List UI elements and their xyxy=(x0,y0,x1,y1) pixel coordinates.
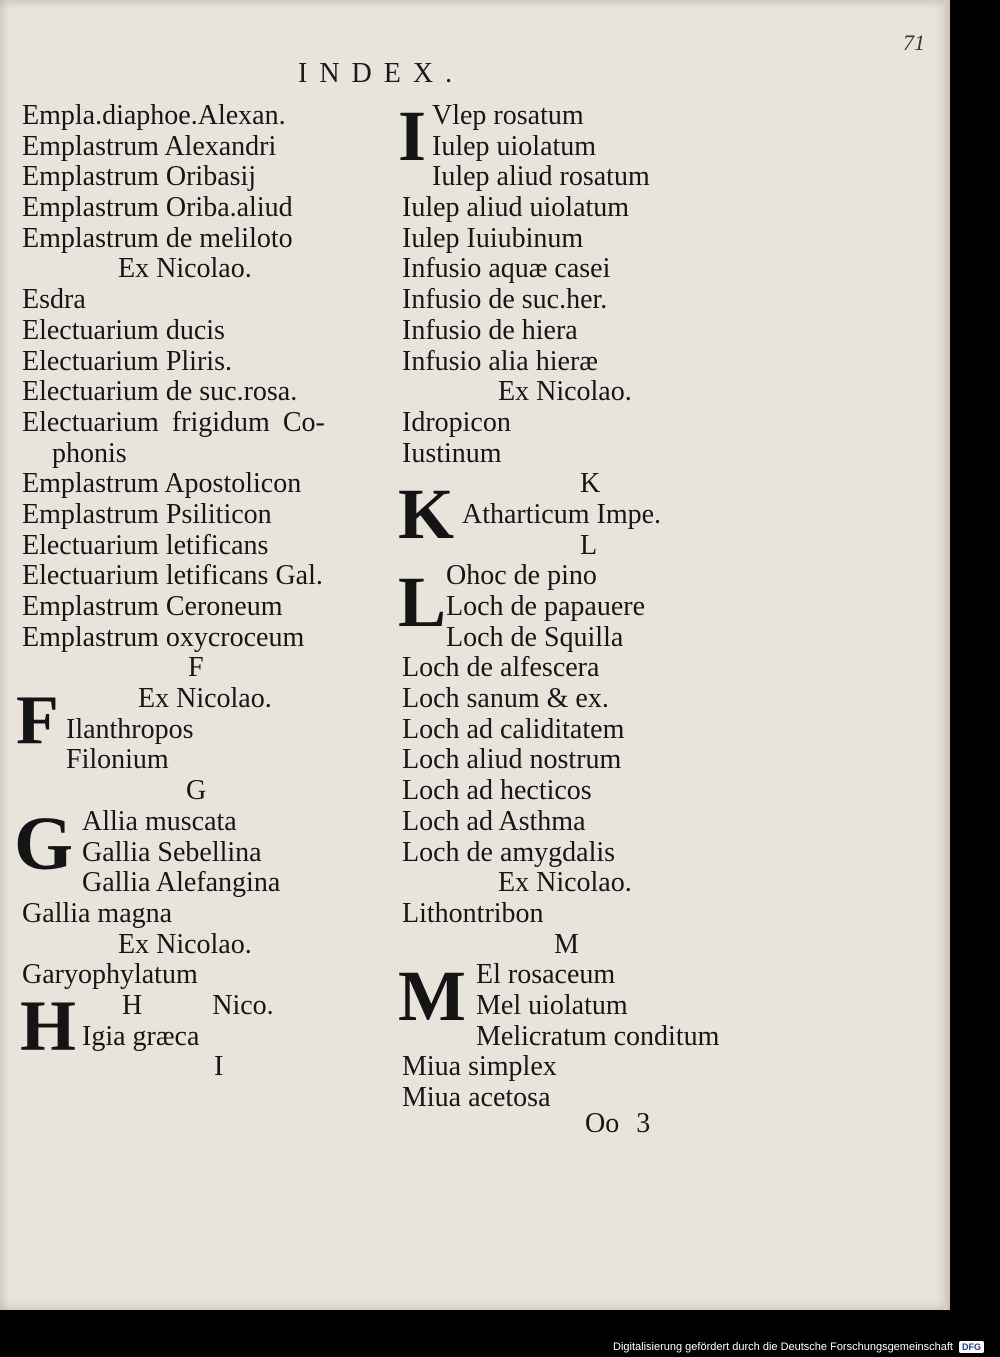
section-letter: G xyxy=(186,775,207,807)
drop-cap-k: K xyxy=(398,474,455,554)
index-entry: Loch ad caliditatem xyxy=(402,713,625,745)
index-entry: Esdra xyxy=(22,284,86,316)
index-entry: Lithontribon xyxy=(402,897,544,929)
index-entry: Emplastrum Oribasij xyxy=(22,161,257,193)
section-source: Ex Nicolao. xyxy=(498,867,632,899)
index-entry: Ohoc de pino xyxy=(446,560,597,592)
footer-text: Digitalisierung gefördert durch die Deutsche Forschungsgemeinschaft xyxy=(613,1341,953,1353)
index-entry: Emplastrum Psiliticon xyxy=(22,498,272,530)
index-entry: Emplastrum Alexandri xyxy=(22,130,277,162)
index-entry: Allia muscata xyxy=(82,805,237,837)
index-entry: Loch sanum & ex. xyxy=(402,683,609,715)
index-entry: Iulep aliud rosatum xyxy=(432,161,650,193)
index-entry: Iustinum xyxy=(402,437,502,469)
section-source: Ex Nicolao. xyxy=(118,253,252,285)
index-entry: Iulep aliud uiolatum xyxy=(402,192,630,224)
index-entry: Electuarium ducis xyxy=(22,314,225,346)
index-entry: Infusio aquæ casei xyxy=(402,253,611,285)
drop-cap-l: L xyxy=(398,562,447,642)
index-entry: Emplastrum oxycroceum xyxy=(22,621,305,653)
section-letter: K xyxy=(580,468,601,500)
index-entry: Miua simplex xyxy=(402,1051,557,1083)
dfg-logo-icon: DFG xyxy=(959,1341,984,1353)
digitization-footer xyxy=(613,1341,984,1353)
index-entry: Infusio de hiera xyxy=(402,314,578,346)
index-entry: Atharticum Impe. xyxy=(462,498,662,530)
index-entry: Loch de amygdalis xyxy=(402,836,616,868)
index-entry: Electuarium Pliris. xyxy=(22,345,232,377)
index-entry: Gallia Alefangina xyxy=(82,867,281,899)
section-letter: M xyxy=(554,928,579,960)
index-entry: Gallia Sebellina xyxy=(82,836,262,868)
drop-cap-m: M xyxy=(398,956,466,1036)
index-entry: Idropicon xyxy=(402,406,511,438)
index-entry: Ilanthropos xyxy=(66,713,194,745)
index-entry: Filonium xyxy=(66,744,169,776)
index-entry: Infusio de suc.her. xyxy=(402,284,608,316)
drop-cap-i: I xyxy=(398,96,427,176)
section-letter: H Nico. xyxy=(122,989,274,1021)
index-entry: Loch aliud nostrum xyxy=(402,744,622,776)
section-source: Ex Nicolao. xyxy=(138,683,272,715)
section-source: Ex Nicolao. xyxy=(118,928,252,960)
index-entry: Mel uiolatum xyxy=(476,989,628,1021)
section-source: Ex Nicolao. xyxy=(498,376,632,408)
index-entry: Iulep Iuiubinum xyxy=(402,222,584,254)
index-entry: Miua acetosa xyxy=(402,1082,551,1113)
index-entry: Electuarium frigidum Co- xyxy=(22,406,325,438)
catchword: Oo 3 xyxy=(585,1108,651,1139)
index-entry: Loch de alfescera xyxy=(402,652,600,684)
section-letter: F xyxy=(188,652,204,684)
index-entry: Loch ad Asthma xyxy=(402,805,586,837)
folio-number: 71 xyxy=(903,30,925,55)
index-entry: Igia græca xyxy=(82,1020,200,1052)
index-entry: Garyophylatum xyxy=(22,959,198,991)
page-header: INDEX. xyxy=(298,58,465,89)
section-letter: L xyxy=(580,529,598,561)
index-entry: Loch ad hecticos xyxy=(402,775,592,807)
drop-cap-h: H xyxy=(20,986,77,1066)
index-entry: Melicratum conditum xyxy=(476,1020,720,1052)
index-entry: Emplastrum Apostolicon xyxy=(22,468,302,500)
index-entry: Empla.diaphoe.Alexan. xyxy=(22,100,286,131)
index-entry: Gallia magna xyxy=(22,897,173,929)
index-entry-continuation: phonis xyxy=(52,437,127,469)
index-entry: Emplastrum Oriba.aliud xyxy=(22,192,293,224)
index-entry: Emplastrum Ceroneum xyxy=(22,591,283,622)
index-entry: Vlep rosatum xyxy=(432,100,584,131)
index-entry: Emplastrum de meliloto xyxy=(22,222,293,254)
index-entry: Electuarium letificans Gal. xyxy=(22,560,323,592)
index-entry: El rosaceum xyxy=(476,959,616,991)
index-entry: Loch de papauere xyxy=(446,591,645,622)
index-entry: Loch de Squilla xyxy=(446,621,624,653)
left-index-column xyxy=(22,101,382,1083)
index-entry: Electuarium de suc.rosa. xyxy=(22,376,298,408)
index-entry: Electuarium letificans xyxy=(22,529,269,561)
drop-cap-f: F xyxy=(16,682,59,759)
index-entry: Infusio alia hieræ xyxy=(402,345,598,377)
index-entry: Iulep uiolatum xyxy=(432,130,597,162)
section-letter: I xyxy=(214,1051,224,1083)
drop-cap-g: G xyxy=(14,802,74,886)
